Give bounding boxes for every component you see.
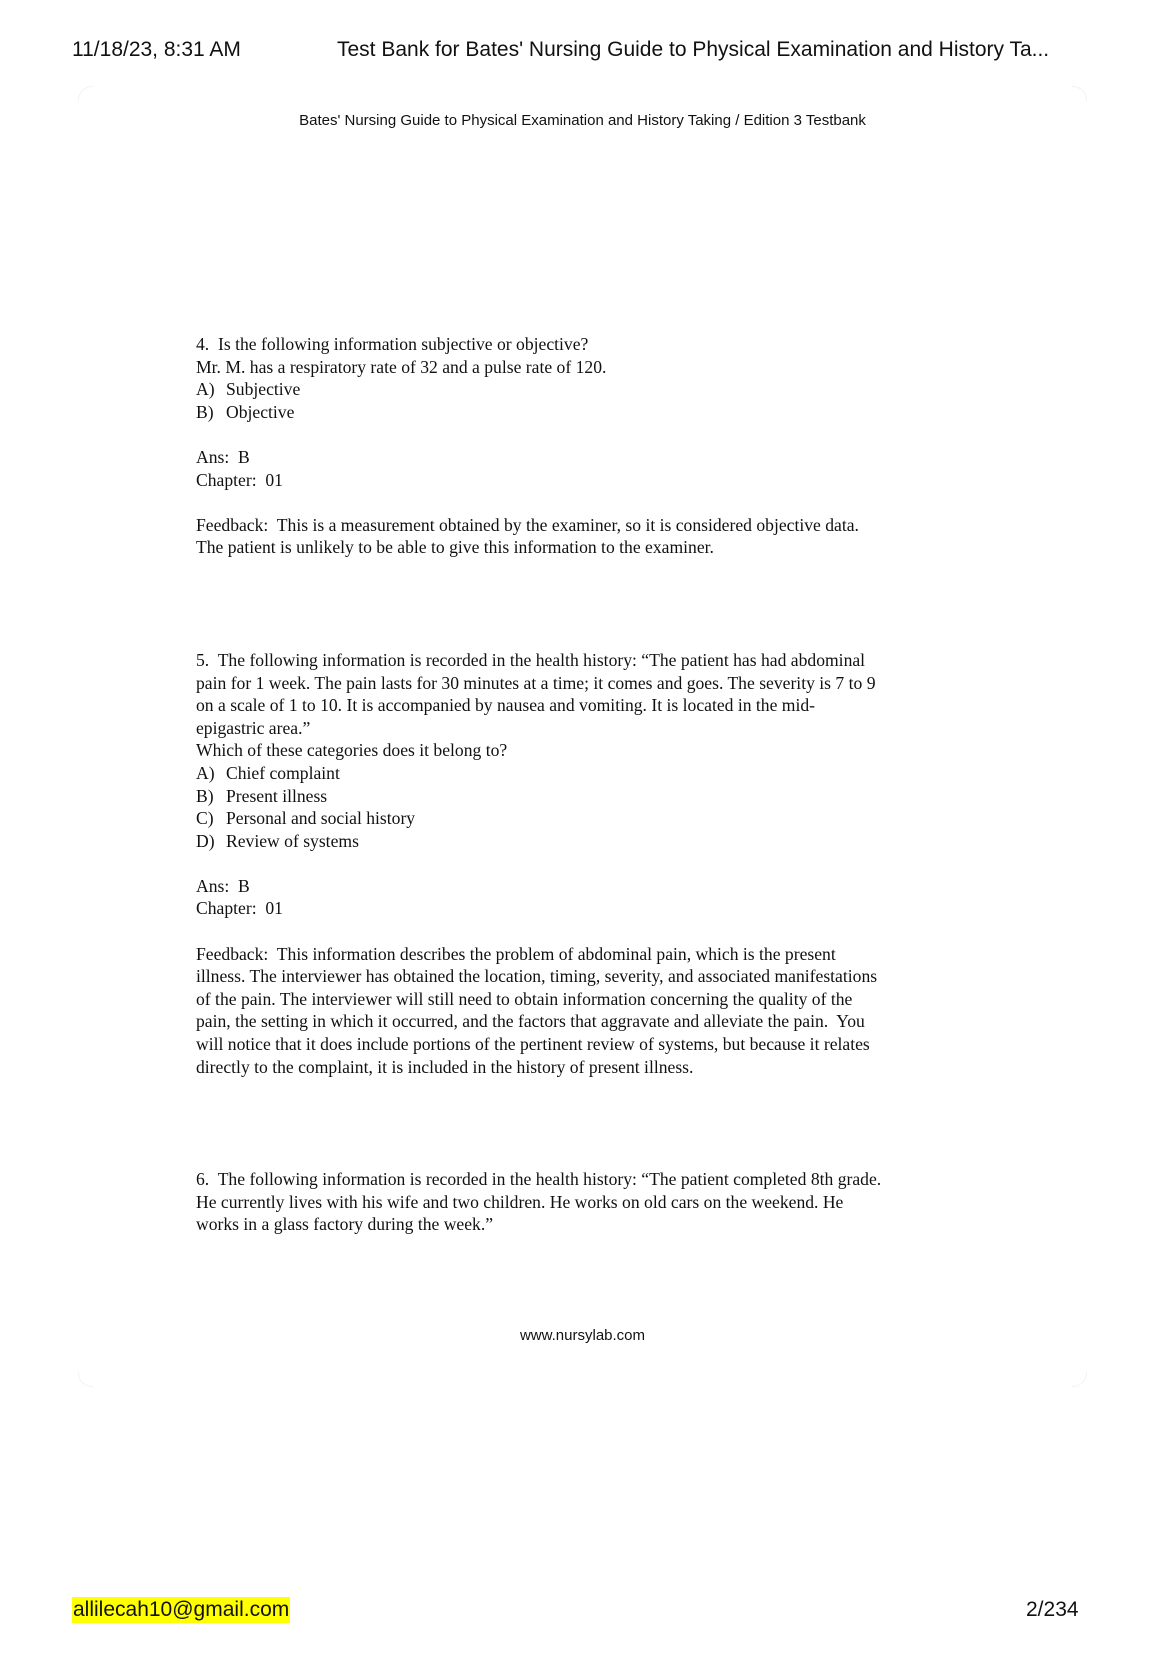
print-footer [0, 1597, 1165, 1627]
page-corner-mark [1072, 1372, 1087, 1387]
option-c [196, 807, 976, 830]
stem-line: Is the following information subjective or objective? [218, 334, 589, 354]
print-document-title: Test Bank for Bates' Nursing Guide to Physical Examination and History Ta... [337, 38, 1050, 61]
option-b [196, 401, 976, 424]
stem-line: pain for 1 week. The pain lasts for 30 minutes at a time; it comes and goes. The severity is 7 to 9 [196, 672, 876, 693]
stem-line: The following information is recorded in the health history: “The patient has had abdominal [217, 649, 866, 670]
stem-line: He currently lives with his wife and two children. He works on old cars on the weekend. He [196, 1191, 844, 1212]
option-letter: A) [196, 762, 215, 783]
option-text: Present illness [226, 785, 328, 806]
answer-options [196, 762, 976, 852]
feedback-line: of the pain. The interviewer will still need to obtain information concerning the quality of the [196, 988, 853, 1009]
stem-line: Which of these categories does it belong to? [196, 740, 508, 761]
chapter-label: Chapter: 01 [196, 469, 283, 490]
question-6 [196, 1168, 976, 1236]
option-text: Objective [226, 401, 295, 422]
stem-line: The following information is recorded in the health history: “The patient completed 8th grade. [217, 1169, 882, 1190]
question-stem [196, 1168, 976, 1191]
document-body [196, 333, 976, 1236]
question-stem [196, 649, 976, 672]
chapter-label: Chapter: 01 [196, 898, 283, 919]
feedback-line: directly to the complaint, it is included in the history of present illness. [196, 1056, 694, 1077]
feedback-line: Feedback: This is a measurement obtained by the examiner, so it is considered objective data. [196, 514, 859, 535]
question-5 [196, 649, 976, 1078]
option-text: Chief complaint [226, 762, 340, 783]
question-number: 6. [196, 1169, 210, 1190]
answer-label: Ans: B [196, 446, 250, 467]
option-d [196, 830, 976, 853]
feedback-line: illness. The interviewer has obtained the location, timing, severity, and associated manifestations [196, 966, 878, 987]
stem-line: epigastric area.” [196, 717, 311, 738]
page-corner-mark [78, 1372, 93, 1387]
feedback-line: will notice that it does include portions of the pertinent review of systems, but because it relates [196, 1034, 870, 1055]
option-letter: C) [196, 808, 214, 829]
option-letter: B) [196, 401, 214, 422]
option-text: Subjective [226, 379, 301, 400]
feedback-line: The patient is unlikely to be able to give this information to the examiner. [196, 537, 714, 558]
option-a [196, 762, 976, 785]
option-letter: D) [196, 830, 215, 851]
question-4 [196, 333, 976, 559]
answer-label: Ans: B [196, 875, 250, 896]
question-number: 5. [196, 649, 210, 670]
question-stem [196, 333, 976, 356]
option-a [196, 378, 976, 401]
question-number: 4. [196, 334, 210, 354]
print-date: 11/18/23, 8:31 AM [72, 38, 241, 61]
page-number: 2/234 [1026, 1598, 1079, 1621]
page-corner-mark [1072, 86, 1087, 101]
highlighted-email: allilecah10@gmail.com [73, 1598, 290, 1621]
option-letter: A) [196, 379, 215, 400]
stem-line: works in a glass factory during the week.” [196, 1214, 494, 1235]
feedback-line: pain, the setting in which it occurred, and the factors that aggravate and alleviate the pain. You [196, 1011, 865, 1032]
option-text: Personal and social history [226, 808, 416, 829]
answer-options [196, 378, 976, 423]
site-footer-url: www.nursylab.com [519, 1327, 646, 1344]
feedback-line: Feedback: This information describes the problem of abdominal pain, which is the present [196, 943, 836, 964]
running-head: Bates' Nursing Guide to Physical Examination and History Taking / Edition 3 Testbank [299, 112, 866, 129]
stem-line: Mr. M. has a respiratory rate of 32 and a pulse rate of 120. [196, 356, 607, 377]
option-letter: B) [196, 785, 214, 806]
stem-line: on a scale of 1 to 10. It is accompanied by nausea and vomiting. It is located in the mid- [196, 695, 816, 716]
option-text: Review of systems [226, 830, 359, 851]
option-b [196, 785, 976, 808]
print-header [0, 38, 1165, 68]
page-corner-mark [78, 86, 93, 101]
